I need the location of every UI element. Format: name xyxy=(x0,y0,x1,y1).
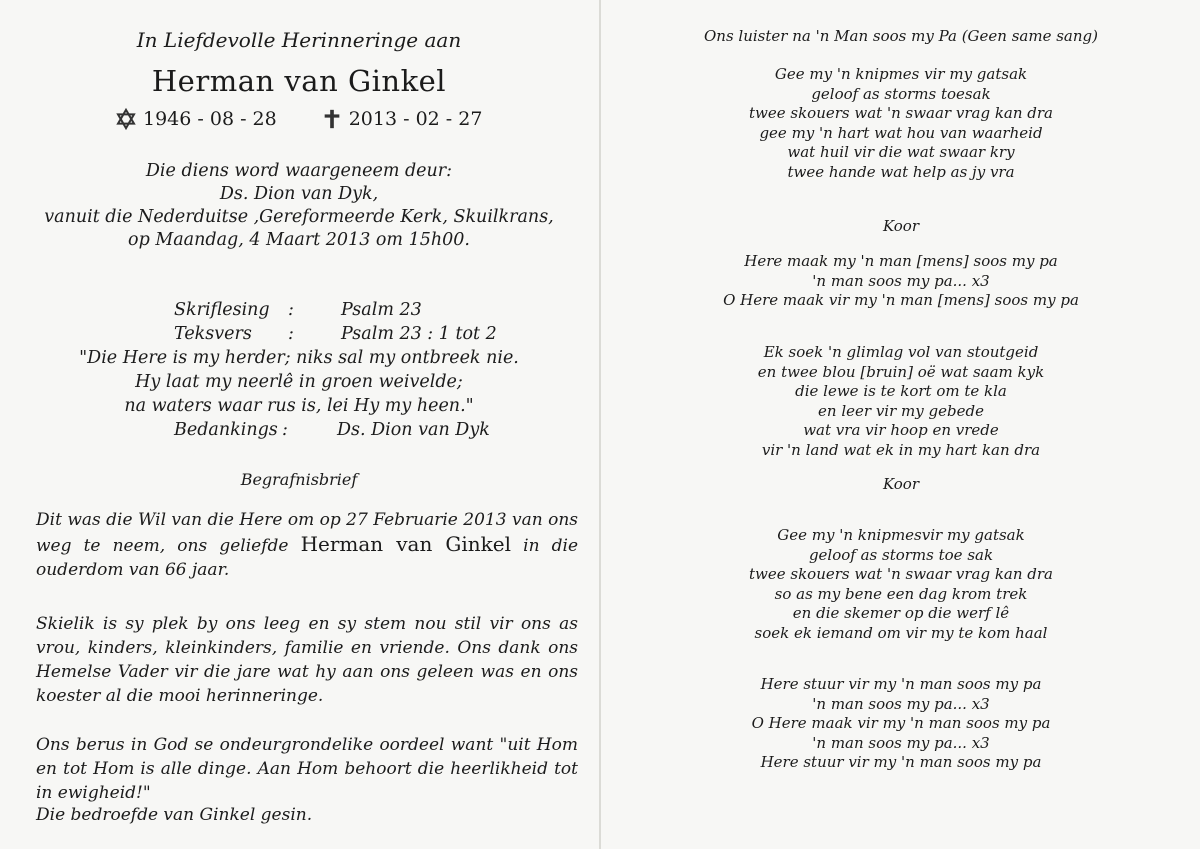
lyric-line: Gee my 'n knipmesvir my gatsak xyxy=(777,526,1025,544)
lyric-line: en twee blou [bruin] oë wat saam kyk xyxy=(757,362,1045,381)
letter-paragraph xyxy=(36,508,578,582)
left-page xyxy=(0,0,598,849)
lyric-line: en die skemer op die werf lê xyxy=(792,604,1010,623)
lyric-line: en leer vir my gebede xyxy=(818,401,984,420)
service-info xyxy=(0,160,598,252)
signoff: Die bedroefde van Ginkel gesin. xyxy=(36,805,313,825)
skriflesing-label: Skriflesing xyxy=(174,300,270,320)
death-date: 2013 - 02 - 27 xyxy=(348,108,483,130)
lyric-line: Here maak my 'n man [mens] soos my pa xyxy=(744,252,1058,270)
scripture-reading xyxy=(0,298,598,442)
teksvers-row xyxy=(0,322,598,346)
quote-line: na waters waar rus is, lei Hy my heen." xyxy=(124,396,474,416)
verse-2 xyxy=(602,343,1200,461)
lyric-line: wat vra vir hoop en vrede xyxy=(803,421,999,440)
birth-date: 1946 - 08 - 28 xyxy=(143,108,277,130)
teksvers-value: Psalm 23 : 1 tot 2 xyxy=(341,324,497,344)
lyric-line: 'n man soos my pa... x3 xyxy=(812,271,990,290)
lyric-line: 'n man soos my pa... x3 xyxy=(812,694,990,713)
colon: : xyxy=(288,300,294,320)
bedankings-label: Bedankings xyxy=(174,420,278,440)
deceased-name-inline: Herman van Ginkel xyxy=(300,532,512,556)
star-icon xyxy=(115,108,137,130)
bedankings-row xyxy=(0,418,598,442)
letter-heading: Begrafnisbrief xyxy=(240,470,358,489)
service-line: Die diens word waargeneem deur: xyxy=(145,161,453,181)
verse-1 xyxy=(602,65,1200,183)
lyric-line: twee hande wat help as jy vra xyxy=(787,162,1015,181)
lyric-line: vir 'n land wat ek in my hart kan dra xyxy=(761,440,1041,459)
colon: : xyxy=(282,420,288,440)
service-line: op Maandag, 4 Maart 2013 om 15h00. xyxy=(128,230,470,250)
chorus-1 xyxy=(602,252,1200,311)
teksvers-label: Teksvers xyxy=(174,324,252,344)
koor-text: Koor xyxy=(882,475,920,493)
lyric-line: Ek soek 'n glimlag vol van stoutgeid xyxy=(763,343,1039,361)
lyric-line: so as my bene een dag krom trek xyxy=(774,584,1028,603)
paragraph-text: in die ouderdom van 66 jaar. xyxy=(36,536,579,580)
lyric-line: die lewe is te kort om te kla xyxy=(795,382,1007,401)
service-line: vanuit die Nederduitse ,Gereformeerde Kerk, Skuilkrans, xyxy=(44,207,554,227)
right-page xyxy=(602,0,1200,849)
koor-text: Koor xyxy=(882,217,920,235)
cross-icon xyxy=(321,108,343,130)
life-dates xyxy=(115,108,482,130)
chorus-label xyxy=(602,217,1200,237)
service-line: Ds. Dion van Dyk, xyxy=(219,184,379,204)
chorus-2 xyxy=(602,675,1200,773)
lyric-line: wat huil vir die wat swaar kry xyxy=(787,143,1015,162)
lyric-line: 'n man soos my pa... x3 xyxy=(812,733,990,752)
page-fold xyxy=(599,0,601,849)
lyric-line: twee skouers wat 'n swaar vrag kan dra xyxy=(748,565,1053,584)
colon: : xyxy=(288,324,294,344)
lyric-line: O Here maak vir my 'n man [mens] soos my pa xyxy=(723,291,1079,310)
lyric-line: geloof as storms toe sak xyxy=(808,545,994,564)
lyric-line: Here stuur vir my 'n man soos my pa xyxy=(760,675,1042,693)
chorus-label xyxy=(602,475,1200,495)
deceased-name: Herman van Ginkel xyxy=(151,64,447,98)
lyric-line: Gee my 'n knipmes vir my gatsak xyxy=(774,65,1028,83)
verse-3 xyxy=(602,526,1200,644)
skriflesing-value: Psalm 23 xyxy=(341,300,422,320)
lyric-line: O Here maak vir my 'n man soos my pa xyxy=(751,714,1051,733)
paragraph-text: Dit was die Wil van die Here om op 27 Februarie 2013 van ons weg te neem, ons geliefde xyxy=(36,510,578,556)
lyric-line: twee skouers wat 'n swaar vrag kan dra xyxy=(748,104,1053,123)
lyric-line: gee my 'n hart wat hou van waarheid xyxy=(759,123,1043,142)
letter-paragraph: Skielik is sy plek by ons leeg en sy stem nou stil vir ons as vrou, kinders, kleinkinders, familie en vriende. Ons dank ons Hemelse Vader vir die jare wat hy aan ons geleen was en ons koester al die mooi herinneringe. xyxy=(36,614,578,706)
lyric-line: soek ek iemand om vir my te kom haal xyxy=(754,623,1048,642)
skriflesing-row xyxy=(0,298,598,322)
intro-heading: In Liefdevolle Herinneringe aan xyxy=(136,28,462,52)
quote-line: "Die Here is my herder; niks sal my ontbreek nie. xyxy=(79,348,519,368)
quote-line: Hy laat my neerlê in groen weivelde; xyxy=(135,372,463,392)
bedankings-value: Ds. Dion van Dyk xyxy=(337,420,490,440)
song-title: Ons luister na 'n Man soos my Pa (Geen same sang) xyxy=(704,27,1098,45)
lyric-line: Here stuur vir my 'n man soos my pa xyxy=(760,753,1042,772)
letter-paragraph: Ons berus in God se ondeurgrondelike oordeel want "uit Hom en tot Hom is alle dinge. Aan Hom behoort die heerlikheid tot in ewigheid!" xyxy=(36,735,578,803)
lyric-line: geloof as storms toesak xyxy=(811,84,991,103)
